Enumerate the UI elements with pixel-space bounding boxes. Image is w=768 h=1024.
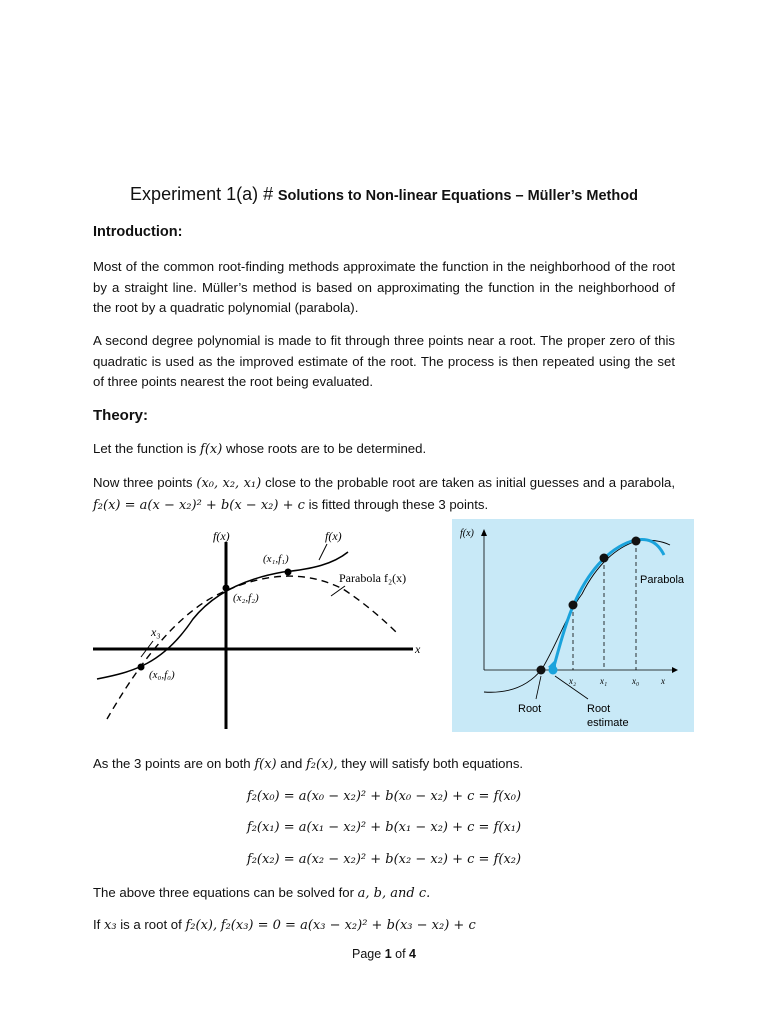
function-curve xyxy=(97,552,348,679)
point-x0 xyxy=(632,537,641,546)
equation-3: f₂(x₂) = a(x₂ − x₂)² + b(x₂ − x₂) + c = f(x₂) xyxy=(246,852,522,867)
label-x0f0: (x₀,f₀) xyxy=(149,669,175,681)
theory-line-1-b: whose roots are to be determined. xyxy=(226,441,427,456)
theory-p2-c: is fitted through these 3 points. xyxy=(308,496,489,512)
label-x-axis: x xyxy=(415,642,421,656)
label-x: x xyxy=(661,676,665,686)
equation-1: f₂(x₀) = a(x₀ − x₂)² + b(x₀ − x₂) + c = f(x₀) xyxy=(246,789,522,804)
solve-line-text: The above three equations can be solved for xyxy=(93,885,354,900)
title-sub: Solutions to Non-linear Equations – Müller’s Method xyxy=(277,188,638,204)
point-root-estimate xyxy=(549,666,558,675)
introduction-paragraph-1: Most of the common root-finding methods approximate the function in the neighborhood of the root by a straight line. Müller’s method is based on approximating the function in the neighborhood of the root by a quadratic polynomial (parabola). xyxy=(93,259,675,315)
theory-paragraph-2 xyxy=(93,473,675,516)
theory-line-1-a: Let the function is xyxy=(93,441,197,456)
label-x0: x₀ xyxy=(632,676,640,686)
after-figure-math1: f(x) xyxy=(254,757,277,772)
point-x1 xyxy=(600,554,609,563)
footer-total-pages: 4 xyxy=(409,947,416,961)
label-fx: f(x) xyxy=(460,528,474,539)
fx-leader xyxy=(319,544,327,560)
label-root: Root xyxy=(518,703,542,715)
label-parabola: Parabola f₂(x) xyxy=(339,571,407,585)
root-line-a: If xyxy=(93,917,101,932)
title-main: Experiment 1(a) # xyxy=(130,184,274,204)
label-fx-right: f(x) xyxy=(325,529,342,543)
label-root-estimate-2: estimate xyxy=(587,717,629,729)
after-figure-math2: f₂(x), xyxy=(305,757,338,772)
muller-figure-left xyxy=(93,524,423,734)
theory-heading: Theory: xyxy=(93,407,149,424)
after-figure-a: As the 3 points are on both xyxy=(93,756,251,771)
theory-p2-a: Now three points xyxy=(93,475,193,490)
root-line-math3: f₂(x₃) = 0 = a(x₃ − x₂)² + b(x₃ − x₂) + c xyxy=(220,918,476,933)
point-x0 xyxy=(138,664,145,671)
footer-current-page: 1 xyxy=(384,947,392,961)
solve-line xyxy=(93,885,430,901)
label-parabola: Parabola xyxy=(640,574,685,586)
label-x1f1: (x₁,f₁) xyxy=(263,553,289,565)
footer-prefix: Page xyxy=(352,947,382,961)
point-x2 xyxy=(569,601,578,610)
point-x2 xyxy=(223,585,230,592)
after-figure-mid: and xyxy=(280,756,303,771)
muller-figure-right xyxy=(452,519,694,732)
equation-2: f₂(x₁) = a(x₁ − x₂)² + b(x₁ − x₂) + c = f(x₁) xyxy=(246,820,522,835)
solve-line-math: a, b, and c. xyxy=(357,886,431,901)
root-line xyxy=(93,917,476,933)
introduction-paragraph-2: A second degree polynomial is made to fit through three points near a root. The proper zero of this quadratic is used as the improved estimate of the root. The process is then repeated using the set of three points nearest the root being evaluated. xyxy=(93,333,675,389)
label-x3: x₃ xyxy=(151,625,161,639)
figure-background xyxy=(452,519,694,732)
theory-p2-math2: f₂(x) = a(x − x₂)² + b(x − x₂) + c xyxy=(93,497,305,513)
page-title xyxy=(0,184,768,205)
page-footer xyxy=(0,947,768,961)
label-x2f2: (x₂,f₂) xyxy=(233,592,259,604)
after-figure-line xyxy=(93,756,523,772)
root-line-b: is a root of xyxy=(120,917,182,932)
root-line-math2: f₂(x), xyxy=(185,918,218,933)
point-x1 xyxy=(285,569,292,576)
point-root xyxy=(537,666,546,675)
root-line-math1: x₃ xyxy=(104,918,117,933)
theory-line-1-math: f(x) xyxy=(200,442,223,457)
theory-line-1 xyxy=(93,441,426,457)
introduction-heading: Introduction: xyxy=(93,224,183,240)
label-fx-left: f(x) xyxy=(213,529,230,543)
theory-p2-math1: (x₀, x₂, x₁) xyxy=(196,476,262,491)
theory-p2-b: close to the probable root are taken as initial guesses and a parabola, xyxy=(265,475,675,490)
footer-of: of xyxy=(395,947,406,961)
parabola-leader xyxy=(331,586,345,596)
after-figure-b: they will satisfy both equations. xyxy=(341,756,524,771)
label-x2: x₂ xyxy=(569,676,577,686)
label-root-estimate-1: Root xyxy=(587,703,611,715)
label-x1: x₁ xyxy=(600,676,608,686)
